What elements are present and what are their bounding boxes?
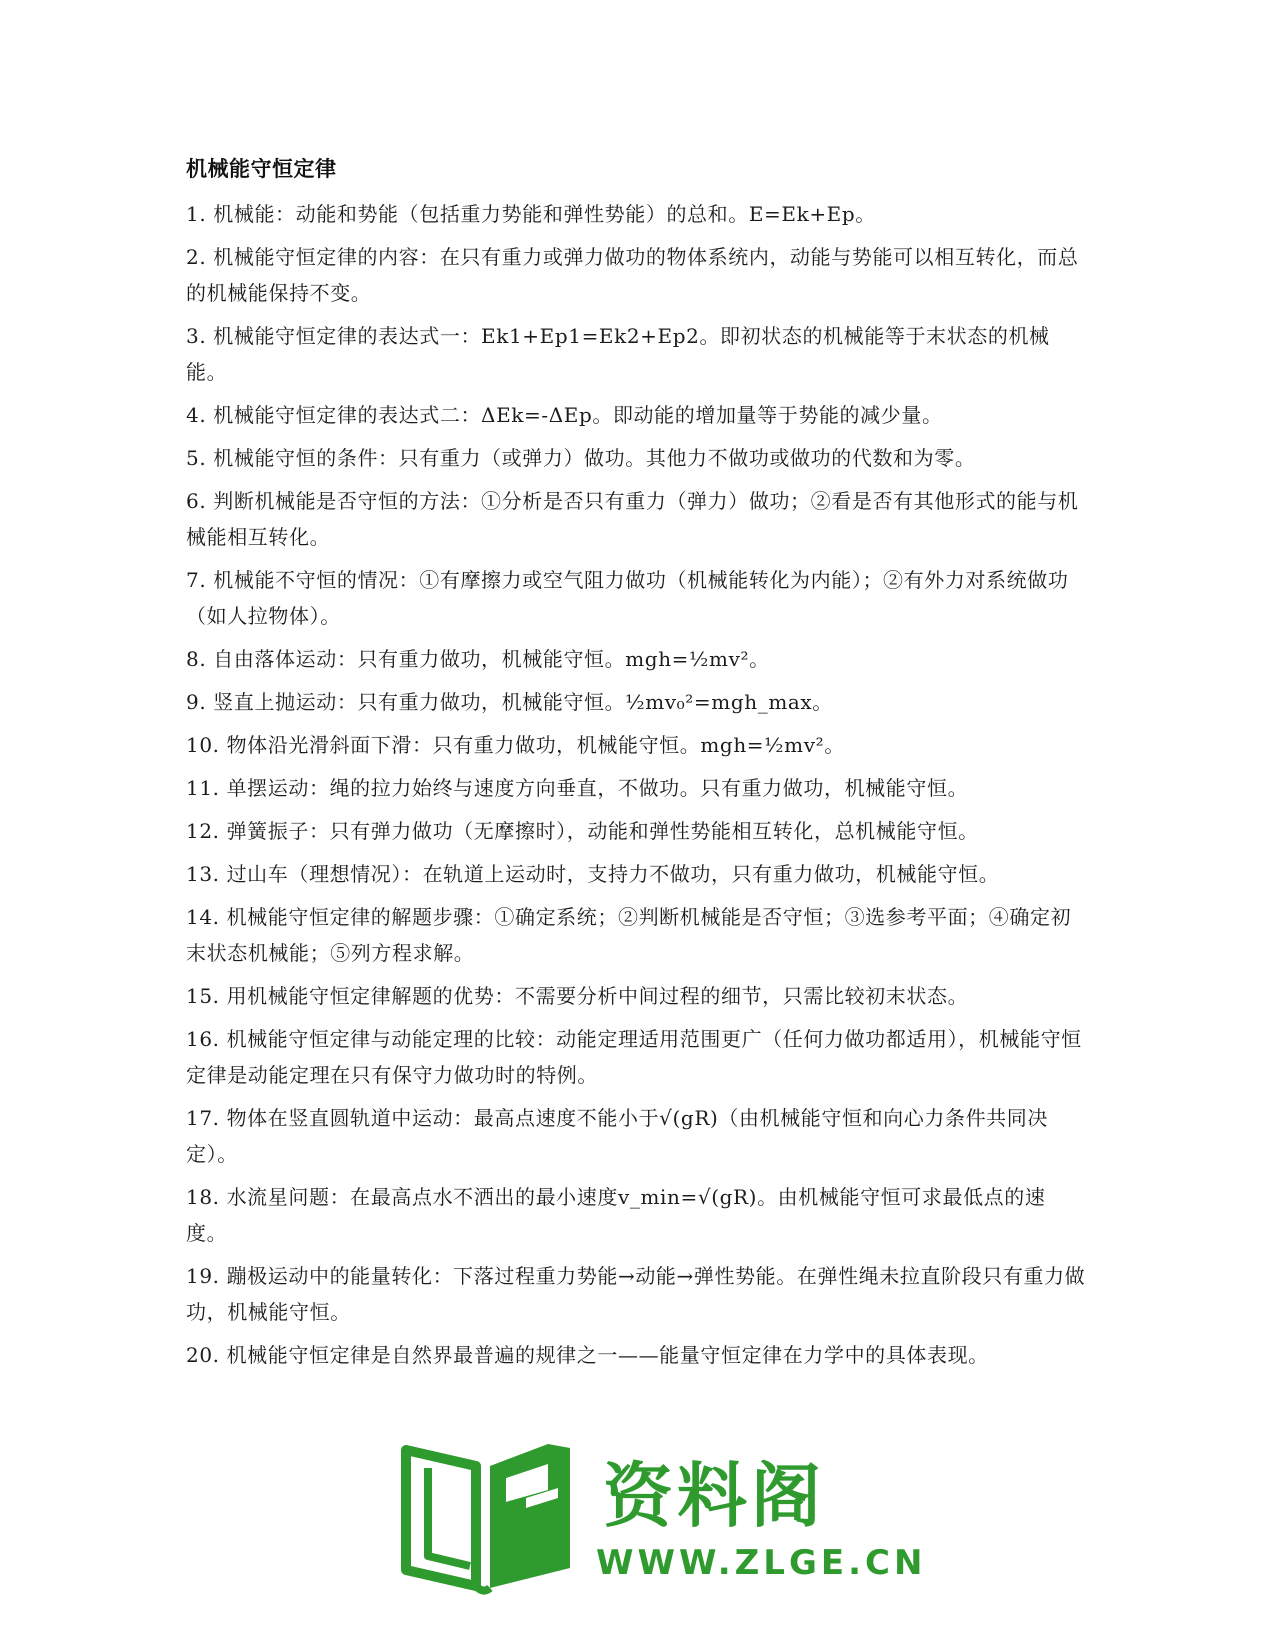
- list-item: 3. 机械能守恒定律的表达式一：Ek1+Ep1=Ek2+Ep2。即初状态的机械能等于末状态的机械能。: [186, 324, 1050, 384]
- list-item: 20. 机械能守恒定律是自然界最普遍的规律之一——能量守恒定律在力学中的具体表现。: [186, 1343, 989, 1367]
- list-item: 12. 弹簧振子：只有弹力做功（无摩擦时），动能和弹性势能相互转化，总机械能守恒。: [186, 819, 979, 843]
- content-list: [186, 196, 1086, 1380]
- list-item: 18. 水流星问题：在最高点水不洒出的最小速度v_min=√(gR)。由机械能守恒可求最低点的速度。: [186, 1185, 1046, 1245]
- list-item: 17. 物体在竖直圆轨道中运动：最高点速度不能小于√(gR)（由机械能守恒和向心力条件共同决定）。: [186, 1106, 1048, 1166]
- site-logo: [398, 1438, 927, 1598]
- list-item: 11. 单摆运动：绳的拉力始终与速度方向垂直，不做功。只有重力做功，机械能守恒。: [186, 776, 969, 800]
- list-item: 16. 机械能守恒定律与动能定理的比较：动能定理适用范围更广（任何力做功都适用），机械能守恒定律是动能定理在只有保守力做功时的特例。: [186, 1027, 1082, 1087]
- list-item: 5. 机械能守恒的条件：只有重力（或弹力）做功。其他力不做功或做功的代数和为零。: [186, 446, 976, 470]
- document-title: 机械能守恒定律: [186, 157, 337, 181]
- list-item: 6. 判断机械能是否守恒的方法：①分析是否只有重力（弹力）做功；②看是否有其他形式的能与机械能相互转化。: [186, 489, 1079, 549]
- list-item: 15. 用机械能守恒定律解题的优势：不需要分析中间过程的细节，只需比较初末状态。: [186, 984, 969, 1008]
- list-item: 1. 机械能：动能和势能（包括重力势能和弹性势能）的总和。E=Ek+Ep。: [186, 202, 876, 226]
- logo-url: WWW.ZLGE.CN: [596, 1543, 927, 1583]
- list-item: 14. 机械能守恒定律的解题步骤：①确定系统；②判断机械能是否守恒；③选参考平面；④确定初末状态机械能；⑤列方程求解。: [186, 905, 1072, 965]
- list-item: 7. 机械能不守恒的情况：①有摩擦力或空气阻力做功（机械能转化为内能）；②有外力对系统做功（如人拉物体）。: [186, 568, 1069, 628]
- list-item: 19. 蹦极运动中的能量转化：下落过程重力势能→动能→弹性势能。在弹性绳未拉直阶段只有重力做功，机械能守恒。: [186, 1264, 1086, 1324]
- list-item: 13. 过山车（理想情况）：在轨道上运动时，支持力不做功，只有重力做功，机械能守恒。: [186, 862, 1000, 886]
- list-item: 10. 物体沿光滑斜面下滑：只有重力做功，机械能守恒。mgh=½mv²。: [186, 733, 845, 757]
- open-book-icon: [398, 1438, 588, 1598]
- list-item: 8. 自由落体运动：只有重力做功，机械能守恒。mgh=½mv²。: [186, 647, 770, 671]
- logo-name: 资料阁: [603, 1455, 825, 1537]
- list-item: 2. 机械能守恒定律的内容：在只有重力或弹力做功的物体系统内，动能与势能可以相互转化，而总的机械能保持不变。: [186, 245, 1079, 305]
- list-item: 4. 机械能守恒定律的表达式二：ΔEk=-ΔEp。即动能的增加量等于势能的减少量。: [186, 403, 943, 427]
- list-item: 9. 竖直上抛运动：只有重力做功，机械能守恒。½mv₀²=mgh_max。: [186, 690, 833, 714]
